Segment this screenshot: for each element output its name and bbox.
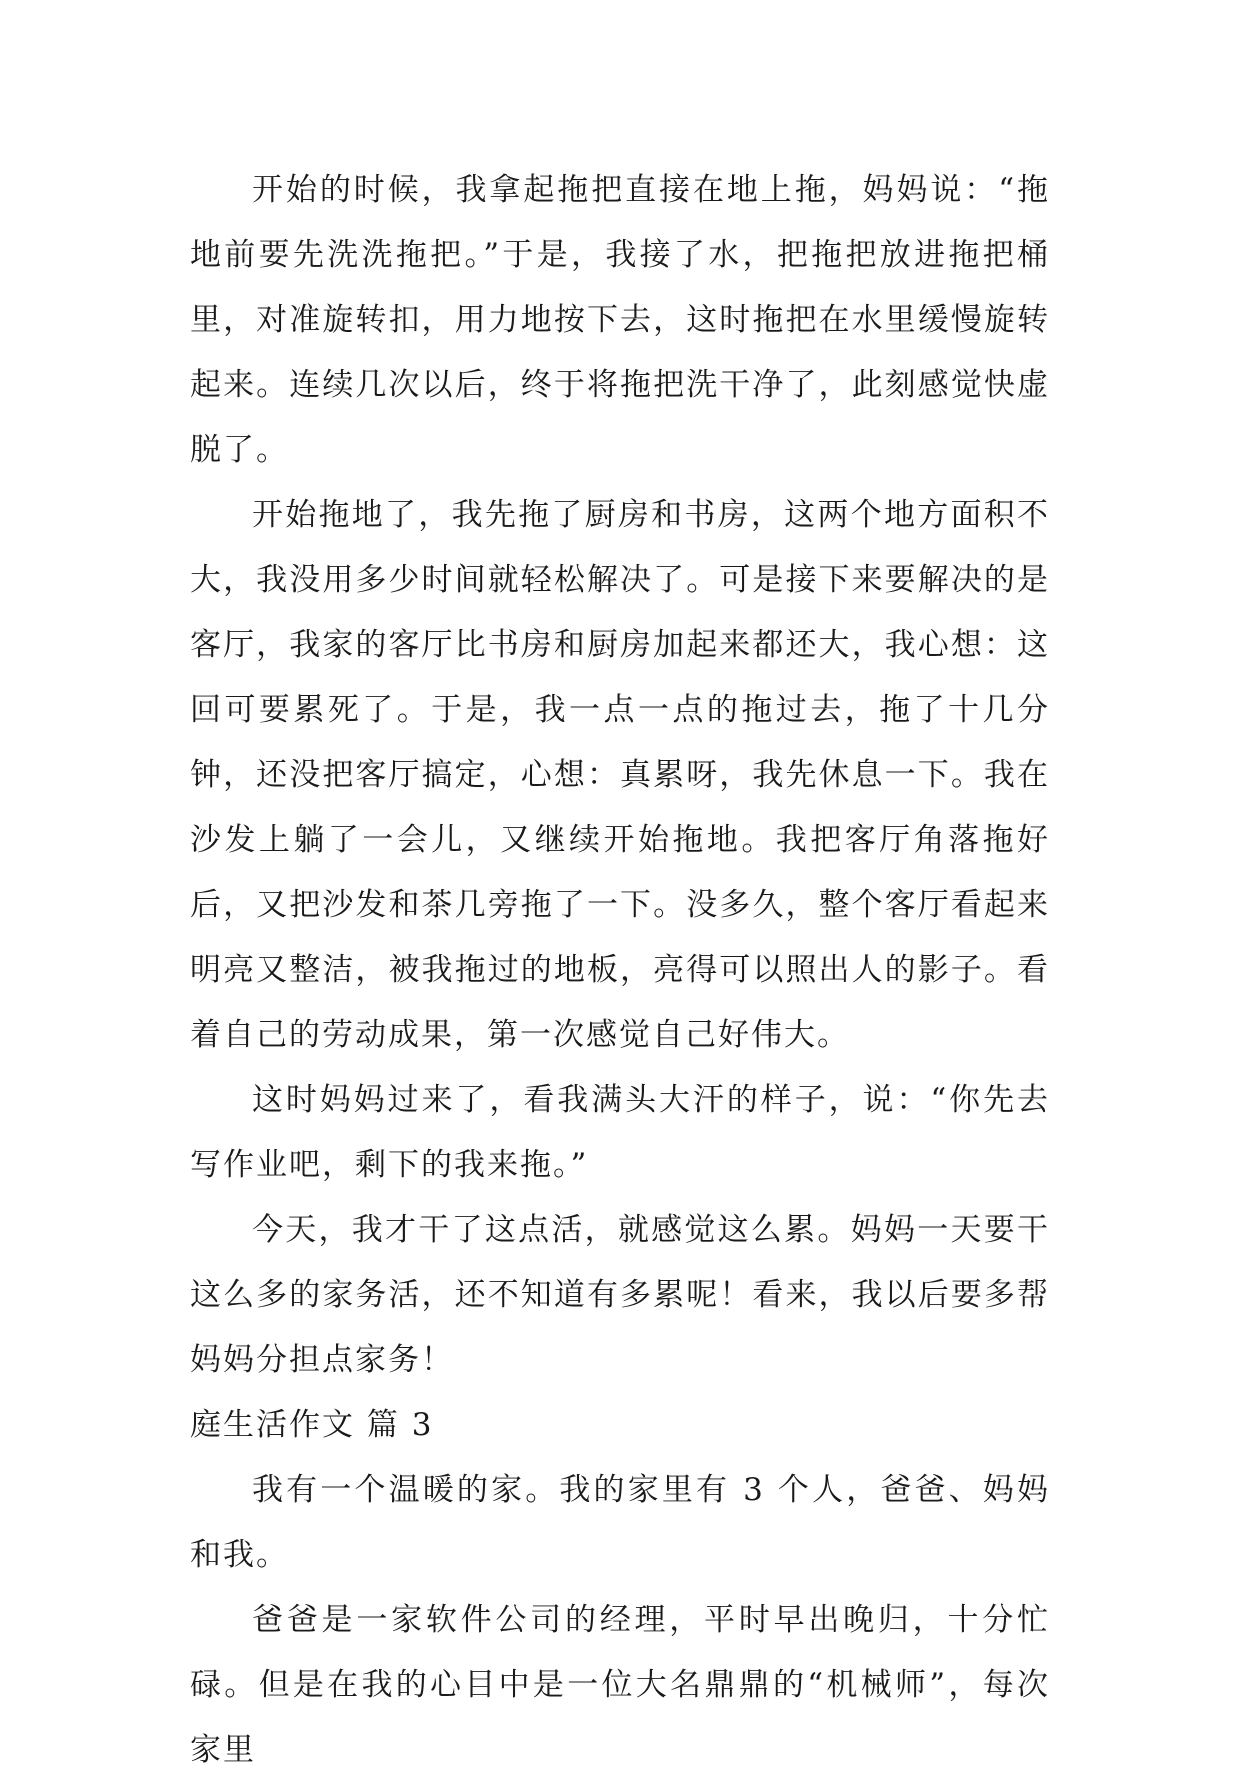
paragraph-3: 这时妈妈过来了，看我满头大汗的样子，说：“你先去写作业吧，剩下的我来拖。” bbox=[190, 1082, 1050, 1183]
paragraph-4: 今天，我才干了这点活，就感觉这么累。妈妈一天要干这么多的家务活，还不知道有多累呢！看来，我以后要多帮妈妈分担点家务！ bbox=[190, 1212, 1050, 1378]
paragraph-6: 爸爸是一家软件公司的经理，平时早出晚归，十分忙碌。但是在我的心目中是一位大名鼎鼎的“机械师”，每次家里 bbox=[190, 1602, 1050, 1768]
paragraph-1: 开始的时候，我拿起拖把直接在地上拖，妈妈说：“拖地前要先洗洗拖把。”于是，我接了水，把拖把放进拖把桶里，对准旋转扣，用力地按下去，这时拖把在水里缓慢旋转起来。连续几次以后，终于将拖把洗干净了，此刻感觉快虚脱了。 bbox=[190, 172, 1050, 468]
document-body bbox=[190, 158, 1050, 1783]
paragraph-2: 开始拖地了，我先拖了厨房和书房，这两个地方面积不大，我没用多少时间就轻松解决了。可是接下来要解决的是客厅，我家的客厅比书房和厨房加起来都还大，我心想：这回可要累死了。于是，我一点一点的拖过去，拖了十几分钟，还没把客厅搞定，心想：真累呀，我先休息一下。我在沙发上躺了一会儿，又继续开始拖地。我把客厅角落拖好后，又把沙发和茶几旁拖了一下。没多久，整个客厅看起来明亮又整洁，被我拖过的地板，亮得可以照出人的影子。看着自己的劳动成果，第一次感觉自己好伟大。 bbox=[190, 497, 1050, 1053]
section-heading: 庭生活作文 篇 3 bbox=[190, 1407, 434, 1443]
paragraph-5: 我有一个温暖的家。我的家里有 3 个人，爸爸、妈妈和我。 bbox=[190, 1472, 1050, 1573]
